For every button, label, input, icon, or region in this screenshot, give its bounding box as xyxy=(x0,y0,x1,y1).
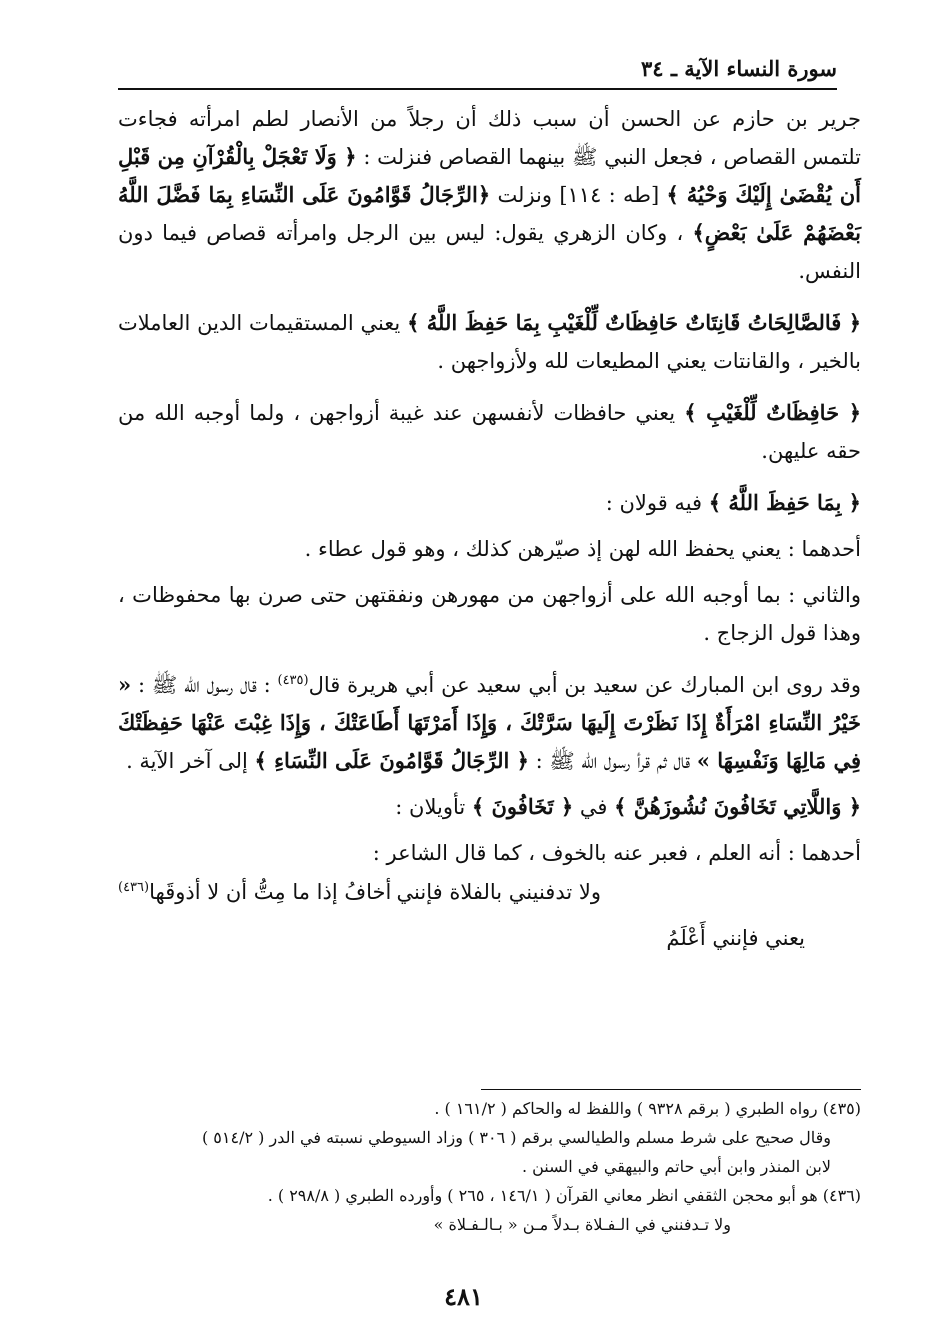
quran-quote: ﴿ حَافِظَاتٌ لِّلْغَيْبِ ﴾ xyxy=(684,400,862,425)
paragraph xyxy=(118,666,861,780)
footnote: (٤٣٥) رواه الطبري ( برقم ٩٣٢٨ ) واللفظ له والحاكم ( ١٦١/٢ ) . xyxy=(434,1099,861,1118)
paragraph xyxy=(118,484,861,522)
text-run: قال ثم قرأ رسول الله ﷺ : xyxy=(535,749,691,773)
quran-quote: ﴿ الرِّجَالُ قَوَّامُونَ عَلَى النِّسَاءِ ﴾ xyxy=(254,748,529,773)
quran-quote: ﴿الرِّجَالُ قَوَّامُونَ عَلَى النِّسَاءِ بِمَا فَضَّلَ اللَّهُ بَعْضَهُمْ عَلَىٰ بَعْضٍ﴾ xyxy=(118,182,861,245)
main-text xyxy=(118,100,861,970)
text-run: يعني المستقيمات الدين العاملات بالخير ، والقانتات يعني المطيعات لله ولأزواجهن . xyxy=(118,311,861,373)
footnote-rule xyxy=(481,1089,861,1090)
footnote-ref: (٤٣٥) xyxy=(277,673,309,688)
running-header xyxy=(118,50,837,90)
header-rule xyxy=(118,88,837,90)
text-run: ، وكان الزهري يقول: ليس بين الرجل وامرأته قصاص فيما دون النفس. xyxy=(118,221,861,283)
footnote: (٤٣٦) هو أبو محجن الثقفي انظر معاني القرآن ( ١٤٦/١ ، ٢٦٥ ) وأورده الطبري ( ٢٩٨/٨ ) . xyxy=(267,1186,861,1205)
text-run: جرير بن حازم عن الحسن أن سبب ذلك أن رجلاً من الأنصار لطم امرأته فجاءت تلتمس القصاص ، فجعل النبي ﷺ بينهما القصاص فنزلت : xyxy=(118,107,861,169)
quran-quote: ﴿ بِمَا حَفِظَ اللَّهُ ﴾ xyxy=(708,490,861,515)
text-run: وقد روى ابن المبارك عن سعيد بن أبي سعيد عن أبي هريرة قال xyxy=(308,673,861,697)
paragraph xyxy=(118,304,861,380)
running-title: سورة النساء الآية ـ ٣٤ xyxy=(640,56,837,81)
quran-quote: ﴿ وَلَا تَعْجَلْ بِالْقُرْآنِ مِن قَبْلِ أَن يُقْضَىٰ إِلَيْكَ وَحْيُهُ ﴾ xyxy=(118,144,861,207)
footnotes xyxy=(118,1094,861,1239)
poem-verse xyxy=(118,880,861,970)
quran-quote: ﴿ فَالصَّالِحَاتُ قَانِتَاتٌ حَافِظَاتٌ لِّلْغَيْبِ بِمَا حَفِظَ اللَّهُ ﴾ xyxy=(407,310,862,335)
text-run: : قال رسول الله ﷺ : xyxy=(137,673,271,697)
poem-text: أخافُ إذا ما مِتُّ أن لا أذوقَها xyxy=(149,880,392,904)
paragraph xyxy=(118,394,861,470)
footnote-ref: (٤٣٦) xyxy=(118,880,150,895)
text-run: في xyxy=(579,795,608,819)
paragraph: أحدهما : أنه العلم ، فعبر عنه بالخوف ، كما قال الشاعر : xyxy=(372,841,861,865)
quran-quote: ﴿ وَاللَّاتِي تَخَافُونَ نُشُوزَهُنَّ ﴾ xyxy=(614,794,861,819)
paragraph xyxy=(118,788,861,826)
poem-gloss: يعني فإنني أَعْلَمُ xyxy=(666,926,805,950)
poem-hemistich-right: ولا تدفنيني بالفلاة فإنني xyxy=(396,880,601,904)
footnote-continuation: ولا تـدفنني في الـفـلاة بـدلاً مـن « بـالـفـلاة » xyxy=(433,1215,731,1234)
poem-hemistich-left xyxy=(118,880,391,904)
footnote-continuation: لابن المنذر وابن أبي حاتم والبيهقي في السنن . xyxy=(521,1157,831,1176)
footnote-continuation: وقال صحيح على شرط مسلم والطيالسي برقم ( ٣٠٦ ) وزاد السيوطي نسبته في الدر ( ٥١٤/٢ ) xyxy=(201,1128,831,1147)
quran-quote: ﴿ تَخَافُونَ ﴾ xyxy=(471,794,574,819)
text-run: فيه قولان : xyxy=(605,491,703,515)
page-number: ٤٨١ xyxy=(444,1282,483,1311)
paragraph: أحدهما : يعني يحفظ الله لهن إذ صيّرهن كذلك ، وهو قول عطاء . xyxy=(304,537,861,561)
text-run: تأويلان : xyxy=(395,795,466,819)
text-run: [طه : ١١٤] ونزلت xyxy=(497,183,660,207)
paragraph xyxy=(118,100,861,290)
text-run: يعني حافظات لأنفسهن عند غيبة أزواجهن ، ولما أوجبه الله من حقه عليهن. xyxy=(118,401,861,463)
hadith-quote: « خَيْرُ النِّسَاءِ امْرَأَةٌ إِذَا نَظَرْتَ إِلَيهَا سَرَّتْكَ ، وَإِذَا أَمَرْتَهَا أَطَاعَتْكَ ، وَإِذَا غِبْتَ عَنْهَا حَفِظَتْكَ فِي مَالِهَا وَنَفْسِهَا » xyxy=(118,672,861,773)
text-run: إلى آخر الآية . xyxy=(126,749,248,773)
paragraph: والثاني : بما أوجبه الله على أزواجهن من مهورهن ونفقتهن حتى صرن بها محفوظات ، وهذا قول الزجاج . xyxy=(118,583,861,645)
